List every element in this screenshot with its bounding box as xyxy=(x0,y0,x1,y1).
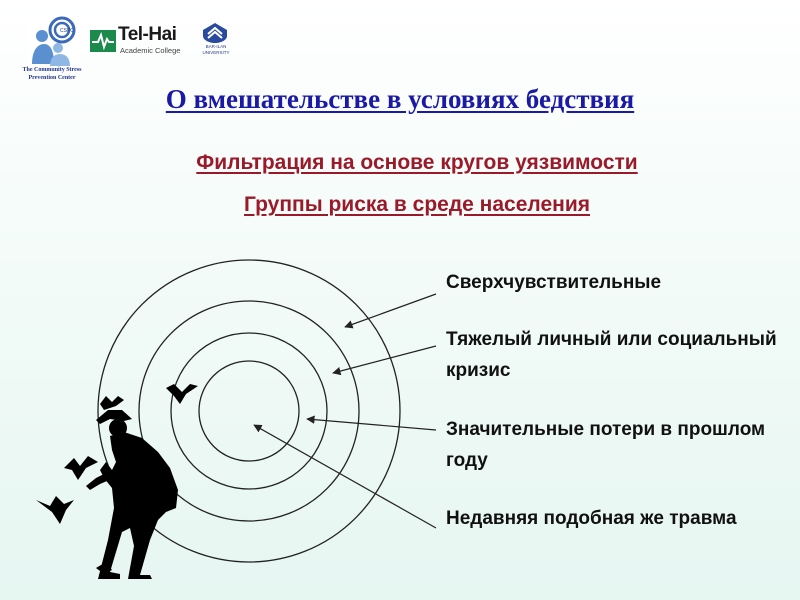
subtitle-filtration: Фильтрация на основе кругов уязвимости xyxy=(196,151,638,174)
arrow-to-second-circle xyxy=(333,346,436,373)
university-tag: BAR-ILAN UNIVERSITY xyxy=(202,44,230,55)
label-hypersensitive: Сверхчувствительные xyxy=(446,272,662,293)
circle-third xyxy=(171,333,327,489)
tel-hai-subtitle: Academic College xyxy=(120,46,181,55)
slide-title: О вмешательстве в условиях бедствия xyxy=(165,84,635,114)
arrow-to-outer-circle xyxy=(345,294,436,327)
man-feeding-birds-silhouette-icon xyxy=(36,384,198,579)
subtitle-risk-groups: Группы риска в среде населения xyxy=(244,193,590,216)
label-significant-losses: Значительные потери в прошлом году xyxy=(446,419,766,471)
circle-inner xyxy=(199,361,299,461)
tel-hai-name: Tel-Hai xyxy=(118,24,177,45)
label-recent-trauma: Недавняя подобная же травма xyxy=(446,508,737,529)
arrow-to-inner-circle xyxy=(254,425,436,528)
label-severe-crisis: Тяжелый личный или социальный кризис xyxy=(446,329,777,381)
svg-text:CSPC: CSPC xyxy=(60,28,74,34)
csp-caption: The Community Stress Prevention Center xyxy=(22,67,82,81)
